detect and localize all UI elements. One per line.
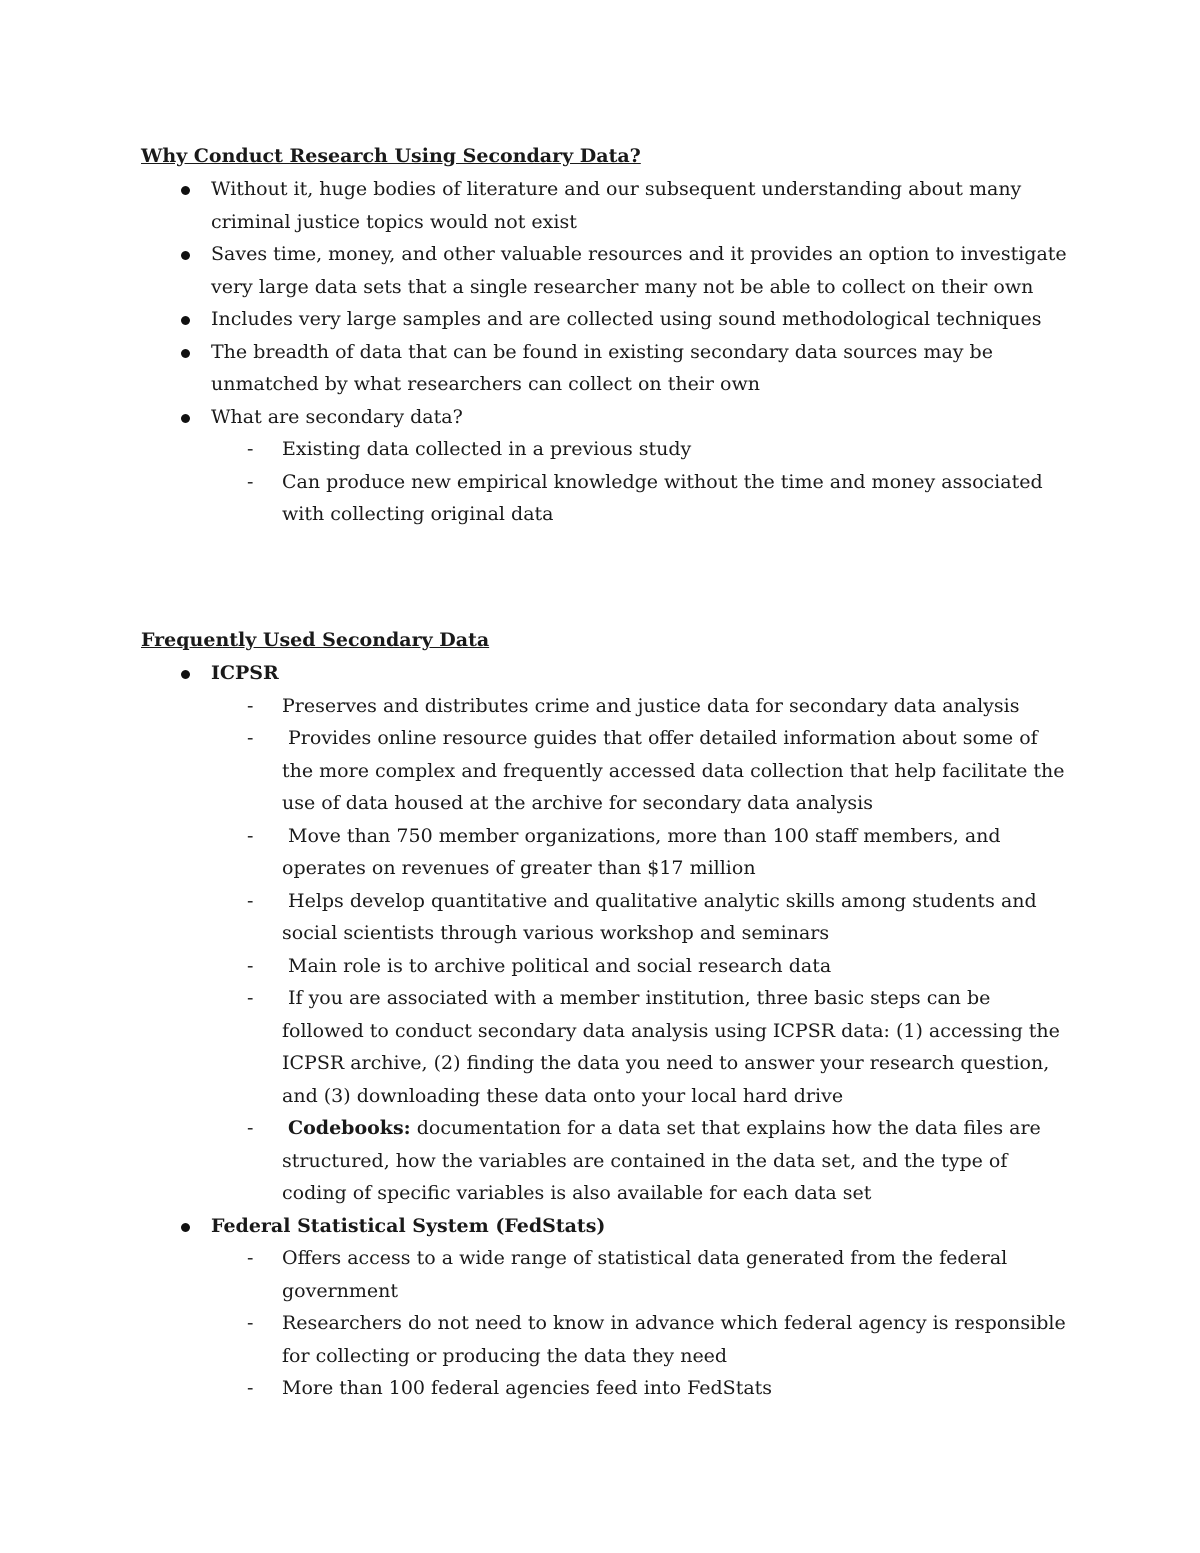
sub-list-item-text: Move than 750 member organizations, more than 100 staff members, and operates on revenues of greater than $17 million: [282, 824, 1001, 879]
sub-list-item: [141, 1242, 1071, 1307]
list-item-text: Includes very large samples and are collected using sound methodological techniques: [211, 308, 1042, 330]
sub-list-item-text: Researchers do not need to know in advance which federal agency is responsible for collecting or producing the data they need: [282, 1312, 1066, 1367]
dash-icon: -: [247, 694, 254, 717]
bullet-icon: [181, 349, 190, 358]
sub-list-item-text: If you are associated with a member institution, three basic steps can be followed to conduct secondary data analysis using ICPSR data: (1) accessing the ICPSR archive, (2) finding the data you need to answer your research question, and (3) downloading these data onto your local hard drive: [282, 987, 1060, 1107]
sub-list-item: [141, 950, 1071, 983]
dash-icon: -: [247, 1377, 254, 1399]
sub-list-item: [141, 885, 1071, 950]
bullet-icon: [181, 1223, 190, 1232]
sub-list-item-text: Existing data collected in a previous study: [282, 438, 692, 460]
dash-icon: -: [247, 1247, 254, 1269]
bullet-icon: [181, 670, 190, 679]
list-item: [141, 238, 1071, 303]
sub-list-item-text: Provides online resource guides that offer detailed information about some of the more complex and frequently accessed data collection that help facilitate the use of data housed at the archive for secondary data analysis: [282, 727, 1065, 814]
sub-list-item-text: Offers access to a wide range of statistical data generated from the federal government: [282, 1247, 1008, 1302]
sub-list-item-text: Helps develop quantitative and qualitative analytic skills among students and social scientists through various workshop and seminars: [282, 889, 1037, 944]
bullet-list: [141, 173, 1071, 531]
sub-list-item: [141, 820, 1071, 885]
codebooks-definition: documentation for a data set that explains how the data files are structured, how the variables are contained in the data set, and the type of coding of specific variables is also available for each data set: [282, 1117, 1041, 1204]
list-item-text: Saves time, money, and other valuable resources and it provides an option to investigate very large data sets that a single researcher many not be able to collect on their own: [211, 243, 1067, 298]
dash-icon: -: [247, 824, 254, 847]
dash-icon: -: [247, 954, 254, 977]
section-why-secondary-data: [141, 143, 1071, 531]
dash-icon: -: [247, 1117, 254, 1139]
sub-list-item: [141, 690, 1071, 723]
list-item-text: Without it, huge bodies of literature and our subsequent understanding about many criminal justice topics would not exist: [211, 178, 1022, 233]
section-frequently-used-data: [141, 627, 1071, 1405]
bullet-icon: [181, 186, 190, 195]
sub-list-item: [141, 466, 1071, 531]
dash-icon: -: [247, 889, 254, 912]
sub-list: [211, 690, 1071, 1210]
sub-list-item: [141, 722, 1071, 820]
list-item-icpsr: [141, 657, 1071, 1210]
list-item-text: What are secondary data?: [211, 405, 463, 428]
section-heading: Frequently Used Secondary Data: [141, 629, 490, 651]
list-item-text: The breadth of data that can be found in existing secondary data sources may be unmatched by what researchers can collect on their own: [211, 340, 993, 395]
sub-list: [211, 433, 1071, 531]
sub-list-item-text: Can produce new empirical knowledge without the time and money associated with collecting original data: [282, 470, 1043, 525]
list-item: [141, 173, 1071, 238]
list-item-title: Federal Statistical System (FedStats): [211, 1214, 606, 1237]
dash-icon: -: [247, 1312, 254, 1334]
bullet-list: [141, 657, 1071, 1405]
bullet-icon: [181, 251, 190, 260]
codebooks-term: Codebooks:: [288, 1117, 411, 1139]
bullet-icon: [181, 316, 190, 325]
sub-list-item: [141, 433, 1071, 466]
sub-list-item-text: Main role is to archive political and social research data: [288, 954, 832, 977]
dash-icon: -: [247, 470, 254, 493]
dash-icon: -: [247, 438, 254, 460]
sub-list-item-codebooks: [141, 1112, 1071, 1210]
sub-list-item: [141, 982, 1071, 1112]
dash-icon: -: [247, 987, 254, 1009]
list-item: [141, 303, 1071, 336]
sub-list-item-text: More than 100 federal agencies feed into FedStats: [282, 1377, 773, 1399]
sub-list: [211, 1242, 1071, 1405]
list-item-title: ICPSR: [211, 662, 279, 684]
list-item-fedstats: [141, 1210, 1071, 1405]
sub-list-item: [141, 1307, 1071, 1372]
sub-list-item-text: Preserves and distributes crime and justice data for secondary data analysis: [282, 694, 1020, 717]
dash-icon: -: [247, 727, 254, 749]
list-item: [141, 336, 1071, 401]
list-item: [141, 401, 1071, 531]
sub-list-item: [141, 1372, 1071, 1405]
bullet-icon: [181, 414, 190, 423]
section-heading: Why Conduct Research Using Secondary Data?: [141, 145, 641, 167]
